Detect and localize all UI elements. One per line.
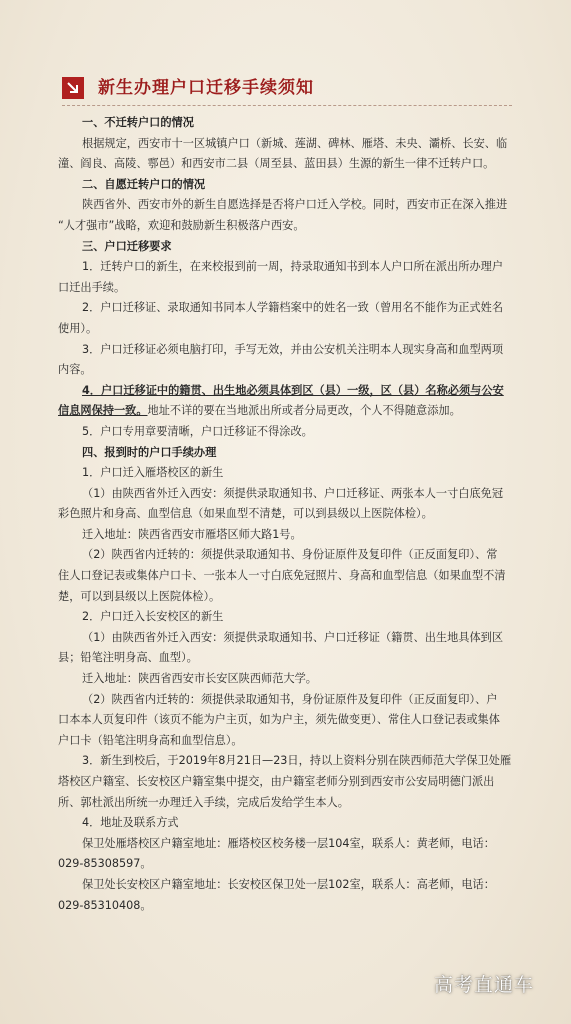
line-text: 2．户口迁入长安校区的新生 — [82, 610, 224, 624]
body-line — [82, 669, 514, 690]
line-text: 使用）。 — [58, 321, 98, 335]
line-text: 5．户口专用章要清晰，户口迁移证不得涂改。 — [82, 424, 313, 438]
line-text: （2）陕西省内迁转的：须提供录取通知书，身份证原件及复印件（正反面复印）、户 — [82, 692, 498, 706]
line-text: 一、不迁转户口的情况 — [82, 116, 194, 129]
body-line — [82, 525, 514, 546]
line-text: 1．迁转户口的新生，在来校报到前一周，持录取通知书到本人户口所在派出所办理户 — [82, 260, 504, 274]
line-text: 4．户口迁移证中的籍贯、出生地必须具体到区（县）一级，区（县）名称必须与公安 — [82, 383, 504, 397]
body-line — [58, 854, 514, 875]
body-line — [82, 628, 514, 649]
line-text: 1．户口迁入雁塔校区的新生 — [82, 466, 224, 480]
body-line — [58, 216, 514, 237]
page-title: 新生办理户口迁移手续须知 — [98, 78, 314, 98]
body-line — [82, 257, 514, 278]
body-line — [82, 298, 514, 319]
body-line — [58, 504, 514, 525]
line-text: 户口卡（铅笔注明身高和血型信息）。 — [58, 733, 243, 747]
body-line — [82, 751, 514, 772]
body-line — [58, 319, 514, 340]
body-line — [82, 463, 514, 484]
body-line — [82, 545, 514, 566]
line-text: 4．地址及联系方式 — [82, 816, 179, 830]
body-line — [82, 607, 514, 628]
line-text: 所、郭杜派出所统一办理迁入手续，完成后发给学生本人。 — [58, 795, 349, 809]
line-text: 信息网保持一致。 — [58, 404, 148, 418]
body-line — [58, 710, 514, 731]
line-text: 口本本人页复印件（该页不能为户主页，如为户主，须先做变更）、常住人口登记表或集体 — [58, 713, 500, 727]
body-line — [58, 401, 514, 422]
line-text: 口迁出手续。 — [58, 280, 126, 294]
watermark: 高考直通车 — [434, 974, 535, 996]
line-text: 保卫处雁塔校区户籍室地址：雁塔校区校务楼一层104室，联系人：黄老师，电话： — [82, 836, 495, 850]
body-line — [58, 154, 514, 175]
body-line — [82, 484, 514, 505]
notice-body — [58, 113, 514, 916]
line-text: 二、自愿迁转户口的情况 — [82, 177, 206, 191]
body-line — [58, 731, 514, 752]
line-text: 2．户口迁移证、录取通知书同本人学籍档案中的姓名一致（曾用名不能作为正式姓名 — [82, 301, 504, 315]
line-text: 彩色照片和身高、血型信息（如果血型不清楚，可以到县级以上医院体检）。 — [58, 507, 433, 521]
body-line — [82, 340, 514, 361]
body-line — [58, 648, 514, 669]
line-text: 保卫处长安校区户籍室地址：长安校区保卫处一层102室，联系人：高老师，电话： — [82, 877, 495, 891]
section-heading — [82, 175, 514, 196]
body-line — [82, 195, 514, 216]
section-heading — [82, 113, 514, 134]
line-text: 陕西省外、西安市外的新生自愿选择是否将户口迁入学校。同时，西安市正在深入推进 — [82, 198, 508, 212]
header-divider — [62, 105, 512, 106]
line-text: 塔校区户籍室、长安校区户籍室集中提交，由户籍室老师分别到西安市公安局明德门派出 — [58, 775, 495, 788]
body-line — [82, 134, 514, 155]
line-text: 029-85308597。 — [58, 857, 152, 871]
body-line — [58, 278, 514, 299]
section-heading — [82, 443, 514, 464]
line-text: “人才强市”战略，欢迎和鼓励新生积极落户西安。 — [58, 218, 305, 232]
body-line — [58, 587, 514, 608]
line-text: 029-85310408。 — [58, 898, 152, 912]
body-line — [82, 422, 514, 443]
body-line — [82, 381, 514, 402]
body-line — [82, 690, 514, 711]
line-text-rest: 地址不详的要在当地派出所或者分局更改，个人不得随意添加。 — [147, 404, 461, 418]
body-line — [58, 360, 514, 381]
section-heading — [82, 237, 514, 258]
line-text: 迁入地址：陕西省西安市长安区陕西师范大学。 — [82, 672, 317, 686]
line-text: 根据规定，西安市十一区城镇户口（新城、莲湖、碑林、雁塔、未央、灞桥、长安、临 — [82, 136, 508, 150]
line-text: 3．户口迁移证必须电脑打印，手写无效，并由公安机关注明本人现实身高和血型两项 — [82, 342, 504, 356]
line-text: 3．新生到校后，于2019年8月21日—23日，持以上资料分别在陕西师范大学保卫处雁 — [82, 754, 512, 768]
body-line — [82, 875, 514, 896]
body-line — [58, 793, 514, 814]
body-line — [58, 772, 514, 793]
line-text: 内容。 — [58, 363, 92, 377]
notice-header — [62, 74, 512, 104]
body-line — [82, 813, 514, 834]
body-line — [58, 566, 514, 587]
body-line — [58, 896, 514, 917]
line-text: 四、报到时的户口手续办理 — [82, 445, 217, 459]
body-line — [82, 834, 514, 855]
line-text: 楚，可以到县级以上医院体检）。 — [58, 589, 221, 603]
arrow-down-right-icon — [62, 77, 84, 99]
line-text: （1）由陕西省外迁入西安：须提供录取通知书、户口迁移证（籍贯、出生地具体到区 — [82, 630, 504, 644]
line-text: 县；铅笔注明身高、血型）。 — [58, 651, 198, 665]
line-text: （2）陕西省内迁转的：须提供录取通知书、身份证原件及复印件（正反面复印）、常 — [82, 548, 498, 562]
line-text: 住人口登记表或集体户口卡、一张本人一寸白底免冠照片、身高和血型信息（如果血型不清 — [58, 569, 506, 583]
line-text: 三、户口迁移要求 — [82, 239, 172, 253]
line-text: 迁入地址：陕西省西安市雁塔区师大路1号。 — [82, 527, 302, 541]
line-text: 潼、阎良、高陵、鄠邑）和西安市二县（周至县、蓝田县）生源的新生一律不迁转户口。 — [58, 157, 495, 171]
line-text: （1）由陕西省外迁入西安：须提供录取通知书、户口迁移证、两张本人一寸白底免冠 — [82, 486, 504, 500]
